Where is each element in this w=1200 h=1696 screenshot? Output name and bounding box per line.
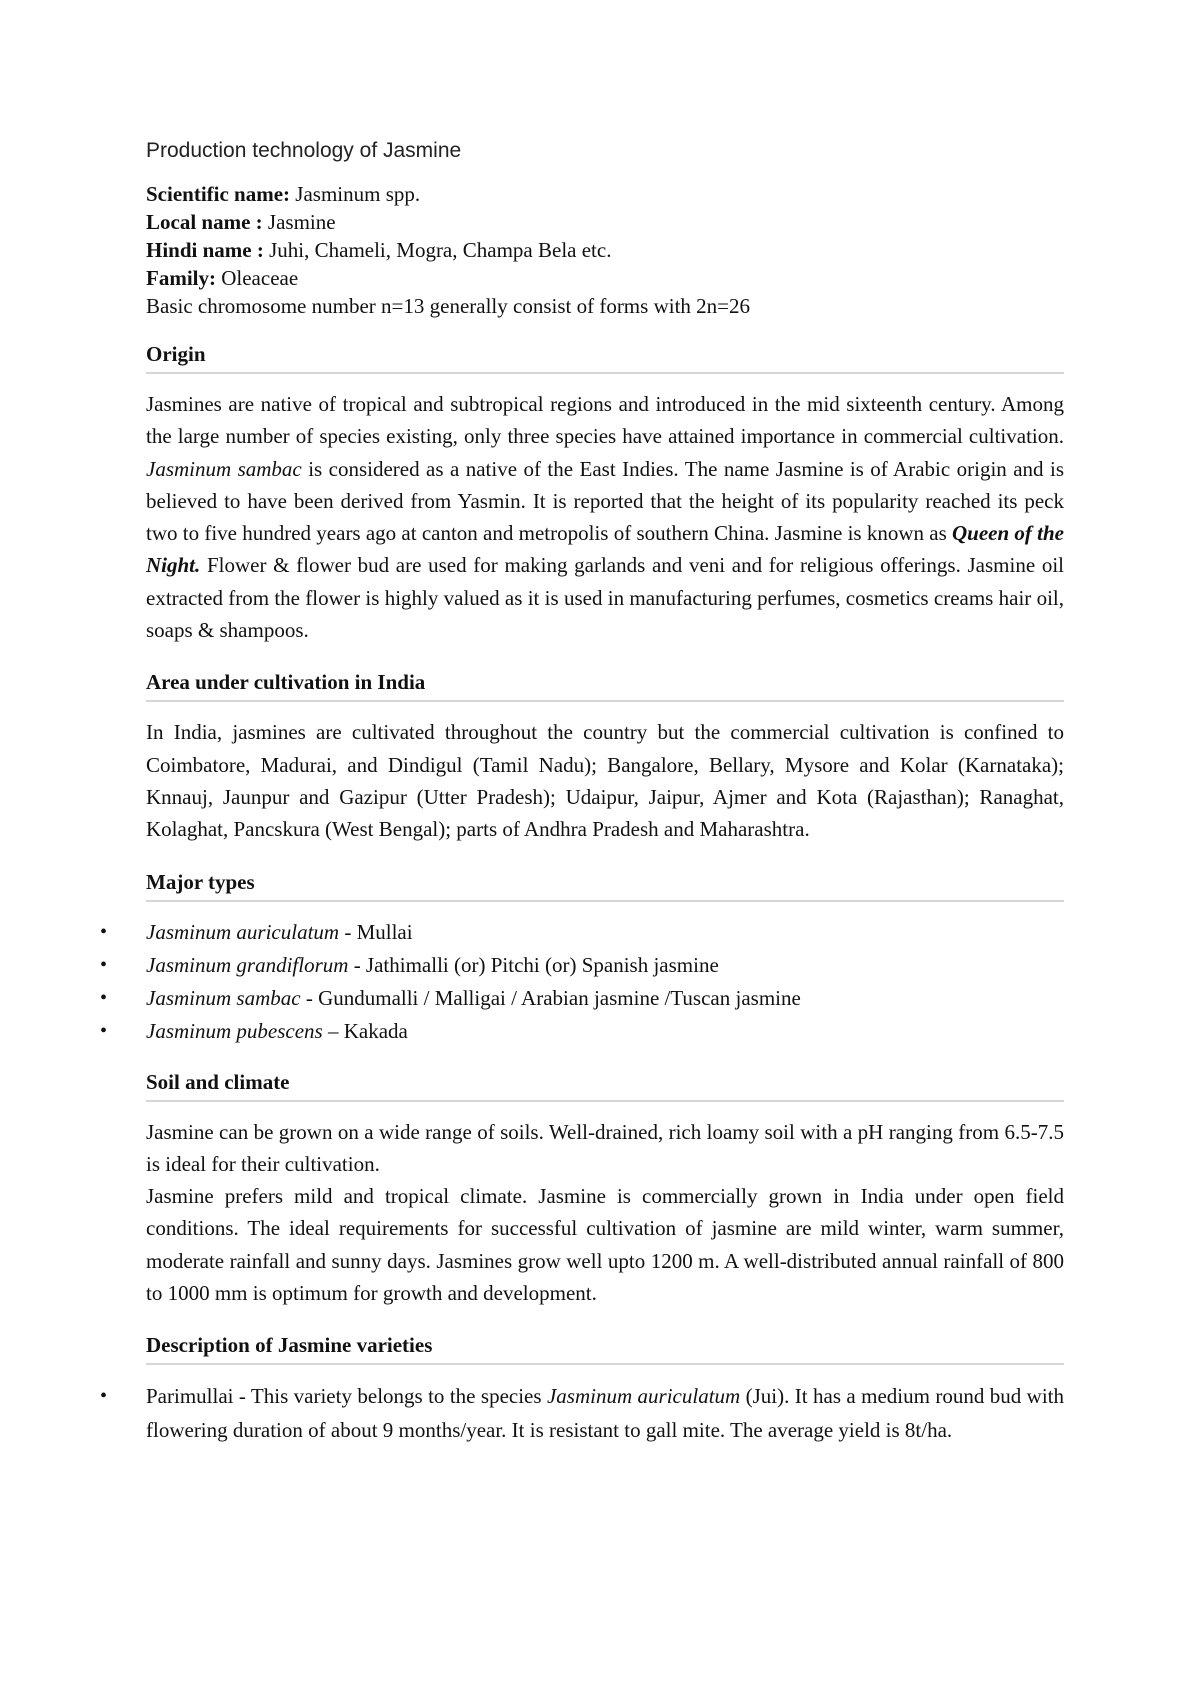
species-name: Jasminum pubescens <box>146 1018 323 1043</box>
common-names: - Gundumalli / Malligai / Arabian jasmine /Tuscan jasmine <box>300 985 801 1010</box>
chromosome-line: Basic chromosome number n=13 generally consist of forms with 2n=26 <box>146 294 750 318</box>
list-item <box>146 982 1064 1015</box>
document-page <box>146 138 1064 1467</box>
species-name: Jasminum auriculatum <box>546 1384 741 1409</box>
hindi-name-line <box>146 236 1064 264</box>
list-item <box>146 1015 1064 1048</box>
scientific-name-label: Scientific name: <box>146 182 291 206</box>
family-label: Family: <box>146 266 216 290</box>
origin-species: Jasminum sambac <box>146 456 302 481</box>
species-name: Jasminum auriculatum <box>146 919 340 944</box>
local-name-line <box>146 208 1064 236</box>
common-names: - Jathimalli (or) Pitchi (or) Spanish jasmine <box>348 952 719 977</box>
area-paragraph: In India, jasmines are cultivated throughout the country but the commercial cultivation is confined to Coimbatore, Madurai, and Dindigul (Tamil Nadu); Bangalore, Bellary, Mysore and Kolar (Karnataka); Knnauj, Jaunpur and Gazipur (Utter Pradesh); Udaipur, Jaipur, Ajmer and Kota (Rajasthan); Ranaghat, Kolaghat, Pancskura (West Bengal); parts of Andhra Pradesh and Maharashtra. <box>146 720 1064 842</box>
varieties-list <box>146 1379 1064 1447</box>
list-item <box>146 916 1064 949</box>
species-name: Jasminum grandiflorum <box>146 952 349 977</box>
queen-of-the-night: Queen of the Night. <box>146 521 1064 578</box>
meta-block <box>146 180 1064 320</box>
common-names: – Kakada <box>322 1018 408 1043</box>
origin-text-1: Jasmines are native of tropical and subtropical regions and introduced in the mid sixteenth century. Among the large number of species existing, only three species have attained importance in commercial cultivation. <box>146 392 1064 449</box>
climate-paragraph: Jasmine prefers mild and tropical climate. Jasmine is commercially grown in India under open field conditions. The ideal requirements for successful cultivation of jasmine are mild winter, warm summer, moderate rainfall and sunny days. Jasmines grow well upto 1200 m. A well-distributed annual rainfall of 800 to 1000 mm is optimum for growth and development. <box>146 1184 1064 1306</box>
major-types-heading: Major types <box>146 868 1064 902</box>
local-name-label: Local name : <box>146 210 263 234</box>
family-value: Oleaceae <box>215 266 299 290</box>
hindi-name-label: Hindi name : <box>146 238 264 262</box>
document-title: Production technology of Jasmine <box>146 139 462 162</box>
list-item <box>146 1379 1064 1447</box>
origin-paragraph <box>146 388 1064 646</box>
major-types-list <box>146 916 1064 1048</box>
common-names: - Mullai <box>339 919 413 944</box>
scientific-name-value: Jasminum spp. <box>290 182 421 206</box>
area-heading: Area under cultivation in India <box>146 668 1064 702</box>
species-name: Jasminum sambac <box>146 985 301 1010</box>
hindi-name-value: Juhi, Chameli, Mogra, Champa Bela etc. <box>263 238 612 262</box>
scientific-name-line <box>146 180 1064 208</box>
origin-heading: Origin <box>146 340 1064 374</box>
family-line <box>146 264 1064 292</box>
soil-climate-heading: Soil and climate <box>146 1068 1064 1102</box>
origin-text-2: is considered as a native of the East Indies. The name Jasmine is of Arabic origin and is believed to have been derived from Yasmin. It is reported that the height of its popularity reached its peck two to five hundred years ago at canton and metropolis of southern China. Jasmine is known as <box>146 456 1064 546</box>
variety-description: (Jui). It has a medium round bud with flowering duration of about 9 months/year. It is resistant to gall mite. The average yield is 8t/ha. <box>146 1384 1064 1443</box>
local-name-value: Jasmine <box>262 210 336 234</box>
varieties-heading: Description of Jasmine varieties <box>146 1331 1064 1365</box>
list-item <box>146 949 1064 982</box>
soil-paragraph: Jasmine can be grown on a wide range of soils. Well-drained, rich loamy soil with a pH ranging from 6.5-7.5 is ideal for their cultivation. <box>146 1119 1064 1176</box>
origin-text-3: Flower & flower bud are used for making garlands and veni and for religious offerings. Jasmine oil extracted from the flower is highly valued as it is used in manufacturing perfumes, cosmetics creams hair oil, soaps & shampoos. <box>146 553 1064 643</box>
variety-lead: Parimullai - This variety belongs to the species <box>146 1384 547 1409</box>
